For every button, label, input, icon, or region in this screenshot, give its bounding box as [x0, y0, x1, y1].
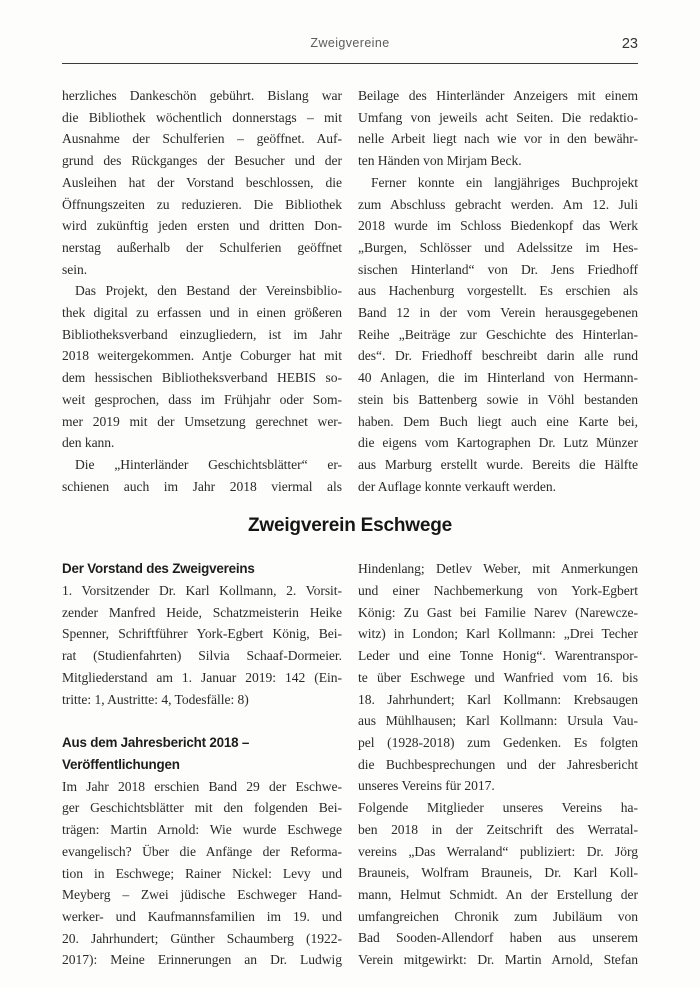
- text-line: trägen: Martin Arnold: Wie wurde Eschwege: [62, 822, 342, 838]
- text-line: aus Marburg erstellt wurde. Bereits die Hälfte: [358, 456, 638, 472]
- running-title: Zweigvereine: [310, 36, 390, 50]
- text-line: Veröffentlichungen: [62, 756, 180, 772]
- text-line: Spenner, Schriftführer York-Egbert König, Bei-: [62, 626, 342, 642]
- text-line: stein bis Battenberg sowie in Vöhl bestanden: [358, 391, 638, 407]
- text-line: grund des Rückganges der Besucher und der: [62, 153, 342, 169]
- eschwege-section-columns: [62, 558, 638, 971]
- text-line: Mitgliederstand am 1. Januar 2019: 142 (Ein-: [62, 669, 342, 685]
- subheading: [62, 732, 342, 775]
- text-line: König: Zu Gast bei Familie Narev (Narewcze-: [358, 604, 638, 620]
- text-line: 1. Vorsitzender Dr. Karl Kollmann, 2. Vorsit-: [62, 583, 342, 599]
- text-line: Verein mitgewirkt: Dr. Martin Arnold, Stefan: [358, 952, 638, 968]
- text-line: die eigens vom Kartographen Dr. Lutz Münzer: [358, 435, 638, 451]
- text-line: ger Geschichtsblätter mit den folgenden Bei-: [62, 800, 342, 816]
- text-line: mann, Helmut Schmidt. An der Erstellung der: [358, 886, 638, 902]
- text-line: des“. Dr. Friedhoff beschreibt darin alle rund: [358, 348, 638, 364]
- text-line: Im Jahr 2018 erschien Band 29 der Eschwe-: [62, 778, 342, 794]
- text-line: wird zukünftig jeden ersten und dritten Don-: [62, 218, 342, 234]
- text-line: Umfang von jeweils acht Seiten. Die redaktio-: [358, 109, 638, 125]
- text-line: te über Eschwege und Wanfried vom 16. bis: [358, 669, 638, 685]
- page-header: [62, 36, 638, 54]
- top-right-column: [358, 85, 638, 497]
- paragraph: [62, 580, 342, 710]
- text-line: Ausleihen hat der Vorstand beschlossen, die: [62, 174, 342, 190]
- text-line: vereins „Das Werraland“ publiziert: Dr. Jörg: [358, 843, 638, 859]
- text-line: Öffnungszeiten zu reduzieren. Die Bibliothek: [62, 196, 342, 212]
- text-line: sischen Hinterland“ von Dr. Jens Friedhoff: [358, 261, 638, 277]
- text-line: sein.: [62, 261, 88, 277]
- text-line: zum Abschluss gebracht werden. Am 12. Juli: [358, 196, 638, 212]
- text-line: mer 2019 mit der Umsetzung gerechnet wer-: [62, 413, 342, 429]
- paragraph: [62, 85, 342, 280]
- text-line: und einer Nachbemerkung von York-Egbert: [358, 583, 638, 599]
- text-line: rat (Studienfahrten) Silvia Schaaf-Dormeier.: [62, 648, 342, 664]
- text-line: pel (1928-2018) zum Gedenken. Es folgten: [358, 734, 638, 750]
- text-line: Der Vorstand des Zweigvereins: [62, 561, 255, 577]
- text-line: evangelisch? Über die Anfänge der Reforma-: [62, 843, 342, 859]
- text-line: der Auflage konnte verkauft werden.: [358, 478, 556, 494]
- text-line: werker- und Kaufmannsfamilien im 19. und: [62, 908, 342, 924]
- text-line: Leder und eine Tonne Honig“. Warentranspor-: [358, 648, 638, 664]
- subheading: [62, 558, 342, 580]
- text-line: 18. Jahrhundert; Karl Kollmann: Krebsaugen: [358, 691, 638, 707]
- text-line: thek digital zu erfassen und in einen größeren: [62, 305, 342, 321]
- page-number: 23: [621, 36, 638, 52]
- text-line: herzliches Dankeschön gebührt. Bislang war: [62, 88, 342, 103]
- paragraph: [62, 280, 342, 454]
- text-line: die Buchbesprechungen und der Jahresbericht: [358, 756, 638, 772]
- section-heading-zweigverein-eschwege: Zweigverein Eschwege: [247, 515, 453, 537]
- text-line: schienen auch im Jahr 2018 viermal als: [62, 478, 342, 494]
- paragraph: [358, 797, 638, 971]
- text-line: haben. Dem Buch liegt auch eine Karte bei,: [358, 413, 638, 429]
- text-line: die Bibliothek wöchentlich donnerstags – mit: [62, 109, 342, 125]
- text-line: dem hessischen Bibliotheksverband HEBIS so-: [62, 370, 342, 386]
- paragraph: [62, 776, 342, 971]
- text-line: Bibliotheksverband einzugliedern, ist im Jahr: [62, 326, 342, 342]
- text-line: tion in Eschwege; Rainer Nickel: Levy und: [62, 865, 342, 881]
- text-line: weit gesprochen, dass im Frühjahr oder Som-: [62, 391, 342, 407]
- text-line: umfangreichen Chronik zum Jubiläum von: [358, 908, 638, 924]
- text-line: Hindenlang; Detlev Weber, mit Anmerkungen: [358, 561, 638, 577]
- text-line: Brauneis, Wolfram Brauneis, Dr. Karl Koll-: [358, 865, 638, 881]
- text-line: 2018 wurde im Schloss Biedenkopf das Werk: [358, 218, 638, 234]
- text-line: nelle Arbeit liegt nach wie vor in den bewähr-: [358, 131, 638, 147]
- text-line: zender Manfred Heide, Schatzmeisterin Heike: [62, 604, 342, 620]
- text-line: Bad Sooden-Allendorf haben aus unserem: [358, 930, 638, 946]
- top-left-column: [62, 85, 342, 497]
- paragraph: [358, 558, 638, 797]
- text-line: 40 Anlagen, die im Hinterland von Hermann-: [358, 370, 638, 386]
- text-line: Reihe „Beiträge zur Geschichte des Hinterlan-: [358, 326, 638, 342]
- text-line: Das Projekt, den Bestand der Vereinsbiblio-: [75, 283, 342, 299]
- paragraph-spacer: [62, 710, 342, 732]
- text-line: Aus dem Jahresbericht 2018 –: [62, 735, 250, 751]
- text-line: Ausnahme der Schulferien – geöffnet. Auf-: [62, 131, 342, 147]
- text-line: ben 2018 in der Zeitschrift des Werratal-: [358, 821, 638, 837]
- text-line: Meyberg – Zwei jüdische Eschweger Hand-: [62, 887, 342, 903]
- eschwege-right-column: [358, 558, 638, 971]
- text-line: unseres Vereins für 2017.: [358, 778, 495, 794]
- text-line: nerstag außerhalb der Schulferien geöffnet: [62, 239, 342, 255]
- text-line: tritte: 1, Austritte: 4, Todesfälle: 8): [62, 691, 249, 707]
- text-line: witz) in London; Karl Kollmann: „Drei Techer: [358, 626, 638, 642]
- text-line: ten Händen von Mirjam Beck.: [358, 153, 522, 169]
- eschwege-left-column: [62, 558, 342, 971]
- text-line: Folgende Mitglieder unseres Vereins ha-: [358, 800, 638, 816]
- text-line: 2017): Meine Erinnerungen an Dr. Ludwig: [62, 952, 342, 968]
- text-line: Band 12 in der vom Verein herausgegebenen: [358, 305, 638, 321]
- text-line: „Burgen, Schlösser und Adelssitze im Hes-: [358, 239, 638, 255]
- text-line: Ferner konnte ein langjähriges Buchprojekt: [371, 174, 638, 190]
- paragraph: [62, 454, 342, 497]
- text-line: 20. Jahrhundert; Günther Schaumberg (1922-: [62, 930, 342, 946]
- text-line: Beilage des Hinterländer Anzeigers mit einem: [358, 88, 638, 103]
- paragraph: [358, 85, 638, 172]
- text-line: aus Hachenburg vorgestellt. Es erschien als: [358, 283, 638, 299]
- header-rule: [62, 63, 638, 64]
- top-section-columns: [62, 85, 638, 497]
- text-line: den kann.: [62, 435, 115, 451]
- text-line: Die „Hinterländer Geschichtsblätter“ er-: [75, 456, 342, 472]
- paragraph: [358, 172, 638, 498]
- text-line: 2018 weitergekommen. Antje Coburger hat mit: [62, 348, 342, 364]
- text-line: aus Mühlhausen; Karl Kollmann: Ursula Vau-: [358, 713, 638, 729]
